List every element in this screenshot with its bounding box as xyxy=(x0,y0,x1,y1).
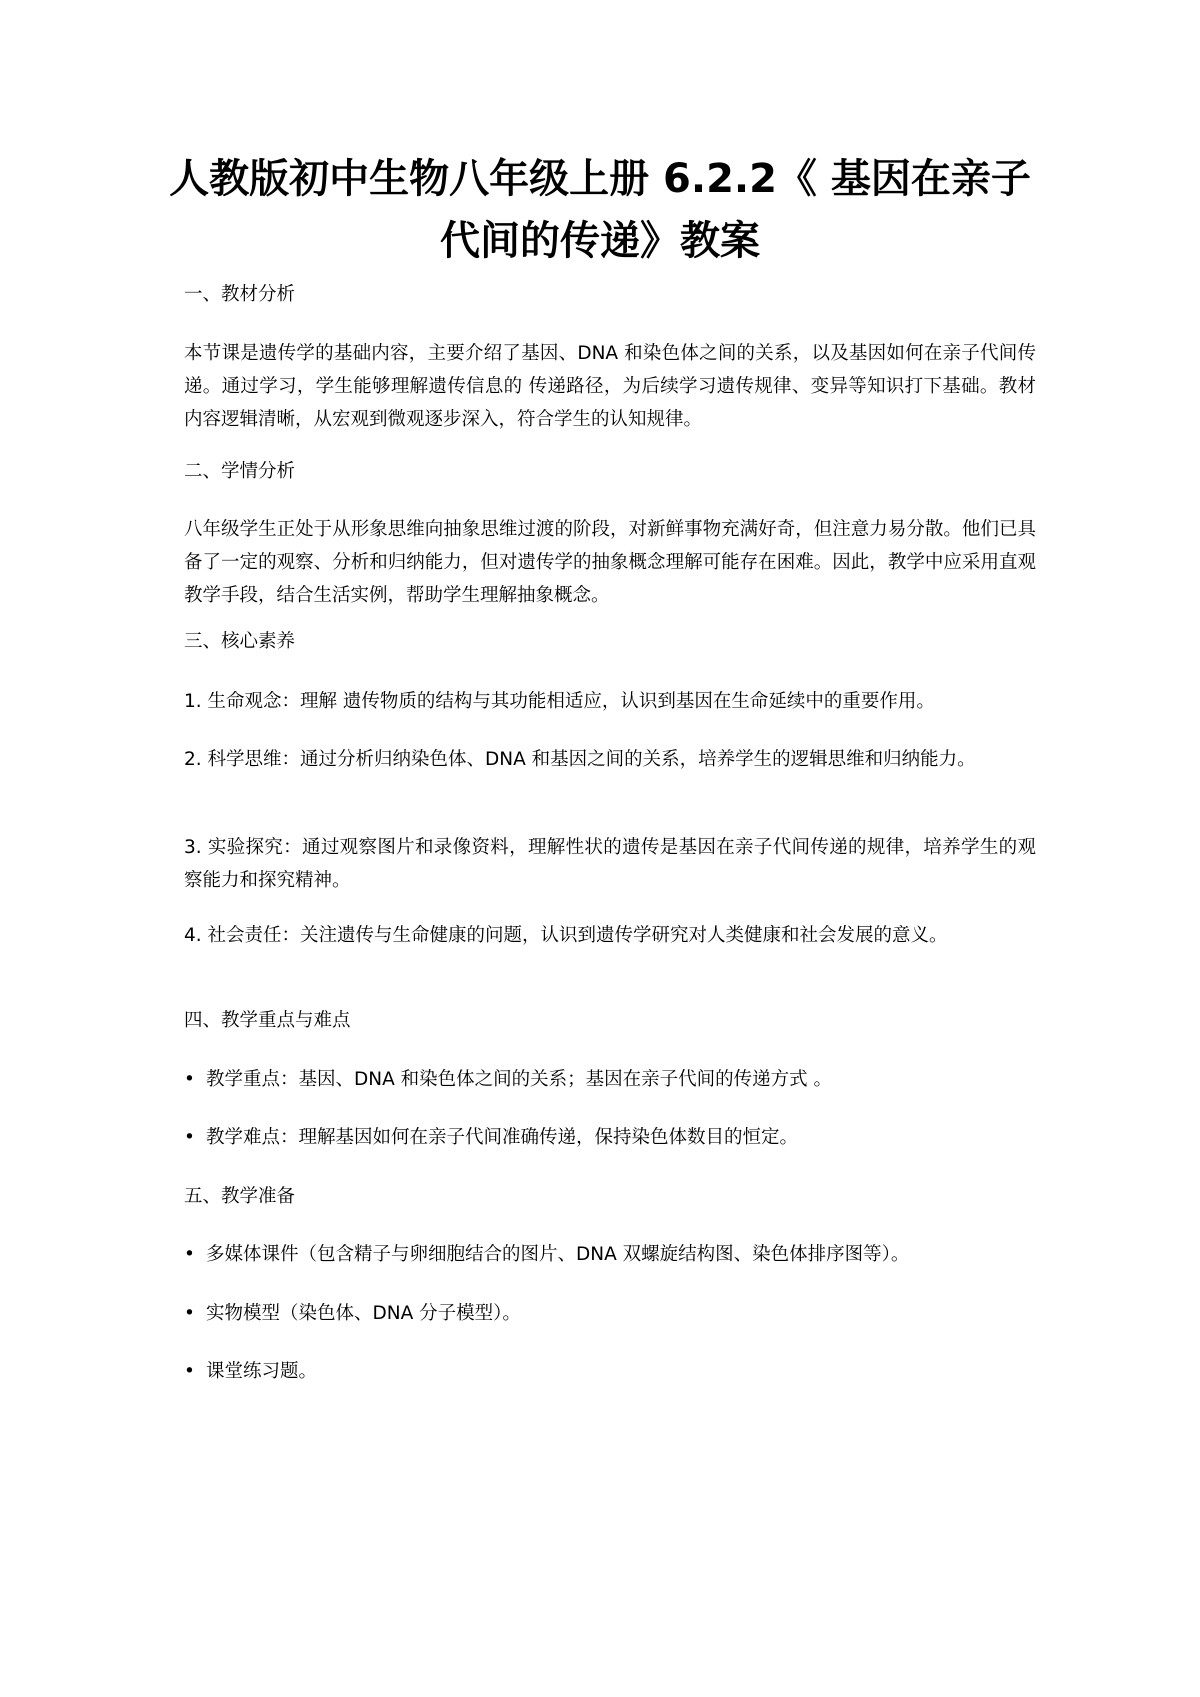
list-item-difficult-point xyxy=(184,1121,1036,1154)
paragraph-textbook-analysis: 本节课是遗传学的基础内容，主要介绍了基因、DNA 和染色体之间的关系，以及基因如何在亲子代间传递。通过学习，学生能够理解遗传信息的 传递路径，为后续学习遗传规律、变异等知识打下基础。教材内容逻辑清晰，从宏观到微观逐步深入，符合学生的认知规律。 xyxy=(184,343,1036,430)
paragraph-learner-analysis: 八年级学生正处于从形象思维向抽象思维过渡的阶段，对新鲜事物充满好奇，但注意力易分散。他们已具备了一定的观察、分析和归纳能力，但对遗传学的抽象概念理解可能存在困难。因此，教学中应采用直观教学手段，结合生活实例，帮助学生理解抽象概念。 xyxy=(184,519,1036,606)
core-literacy-item-3: 3. 实验探究：通过观察图片和录像资料，理解性状的遗传是基因在亲子代间传递的规律，培养学生的观察能力和探究精神。 xyxy=(184,837,1036,891)
title-line-1: 人教版初中生物八年级上册 6.2.2《 基因在亲子 xyxy=(169,156,1031,202)
list-item-text: 课堂练习题。 xyxy=(206,1361,318,1382)
section-heading-textbook-analysis: 一、教材分析 xyxy=(184,284,296,305)
title-line-2: 代间的传递》教案 xyxy=(440,218,760,264)
document-title xyxy=(150,148,1050,272)
list-item-text: 教学难点：理解基因如何在亲子代间准确传递，保持染色体数目的恒定。 xyxy=(206,1127,799,1148)
list-item-text: 教学重点：基因、DNA 和染色体之间的关系；基因在亲子代间的传递方式 。 xyxy=(206,1069,833,1090)
core-literacy-item-1: 1. 生命观念：理解 遗传物质的结构与其功能相适应，认识到基因在生命延续中的重要作用。 xyxy=(184,691,935,712)
list-item-key-point xyxy=(184,1063,1036,1096)
list-item-physical-model xyxy=(184,1297,1036,1330)
list-item-exercises xyxy=(184,1355,1036,1388)
bullet-marker: • xyxy=(184,1244,195,1265)
list-item-text: 实物模型（染色体、DNA 分子模型）。 xyxy=(206,1303,521,1324)
bullet-marker: • xyxy=(184,1069,195,1090)
bullet-marker: • xyxy=(184,1303,195,1324)
section-heading-teaching-prep: 五、教学准备 xyxy=(184,1186,296,1207)
bullet-marker: • xyxy=(184,1127,195,1148)
list-item-multimedia xyxy=(184,1238,1036,1271)
section-heading-core-literacy: 三、核心素养 xyxy=(184,631,296,652)
list-item-text: 多媒体课件（包含精子与卵细胞结合的图片、DNA 双螺旋结构图、染色体排序图等）。 xyxy=(206,1244,910,1265)
section-heading-key-points: 四、教学重点与难点 xyxy=(184,1010,351,1031)
bullet-marker: • xyxy=(184,1361,195,1382)
core-literacy-item-4: 4. 社会责任：关注遗传与生命健康的问题，认识到遗传学研究对人类健康和社会发展的意义。 xyxy=(184,925,948,946)
core-literacy-item-2: 2. 科学思维：通过分析归纳染色体、DNA 和基因之间的关系，培养学生的逻辑思维和归纳能力。 xyxy=(184,749,976,770)
section-heading-learner-analysis: 二、学情分析 xyxy=(184,461,296,482)
